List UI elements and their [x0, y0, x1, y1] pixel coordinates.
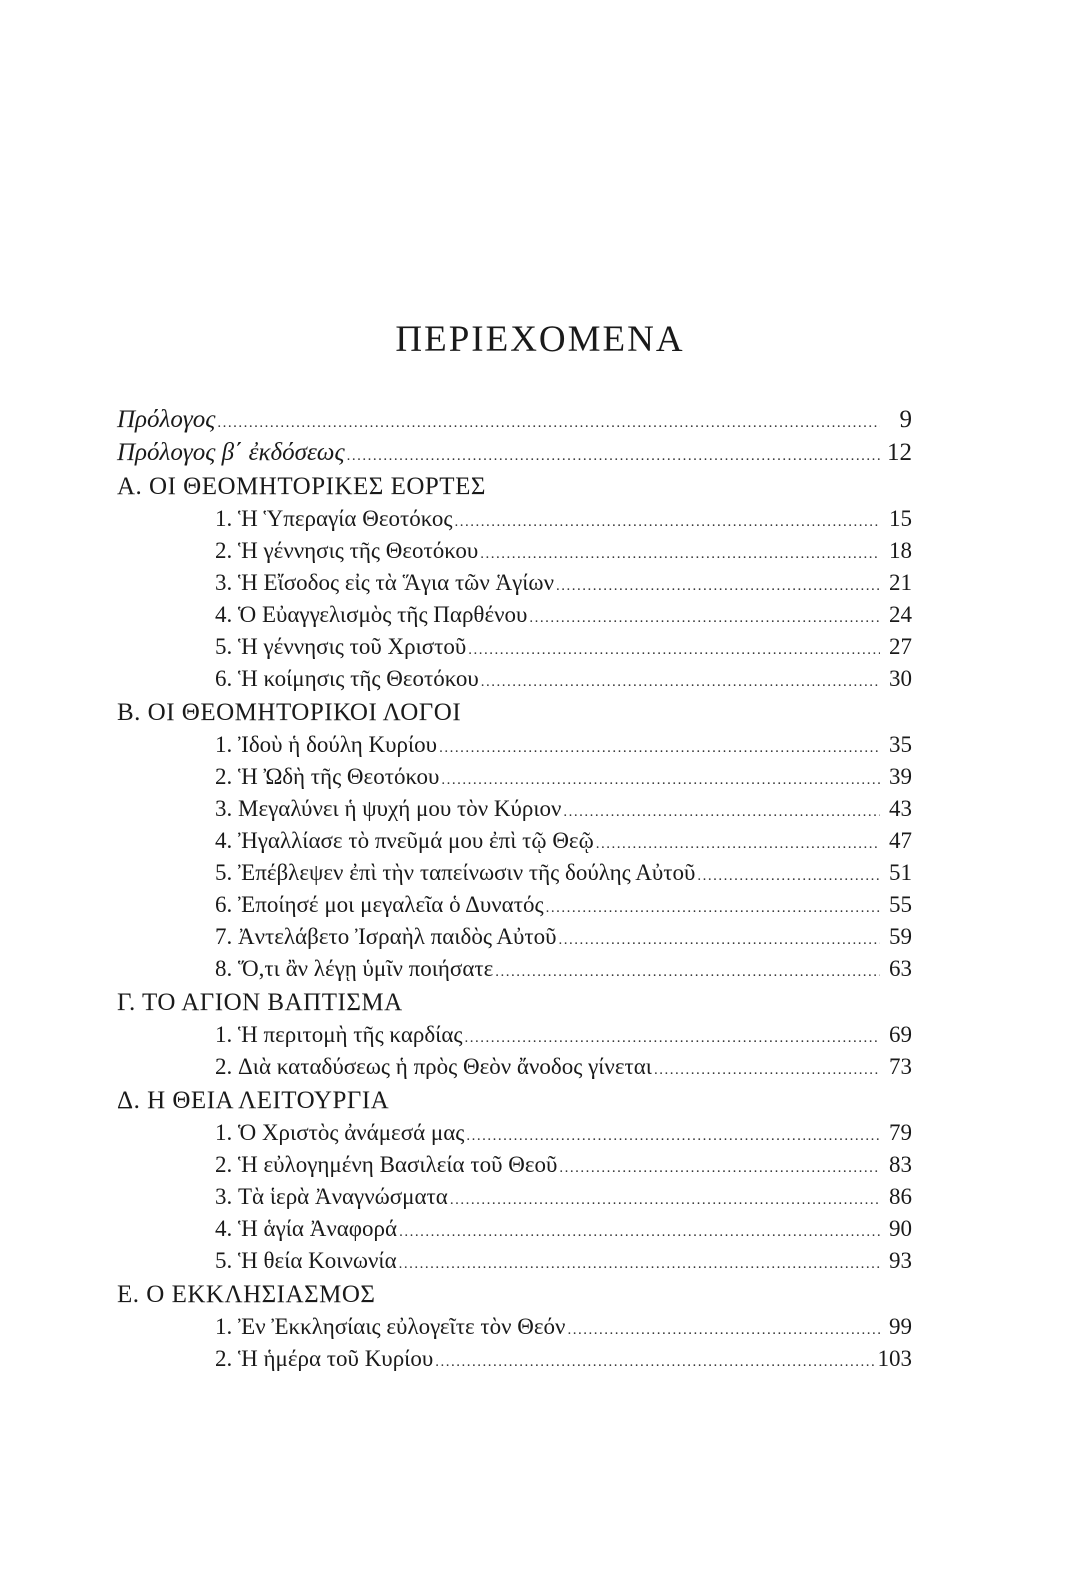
page-number: 12	[887, 439, 912, 466]
dot-leader	[495, 956, 880, 988]
dot-leader	[546, 892, 880, 924]
dot-leader	[399, 1216, 880, 1248]
page-number: 103	[877, 1346, 912, 1371]
page-number: 39	[889, 764, 912, 789]
toc-entry[interactable]	[117, 1149, 912, 1181]
entry-label: Πρόλογος β΄ ἐκδόσεως	[117, 439, 345, 466]
page-number: 63	[889, 956, 912, 981]
page-number: 99	[889, 1314, 912, 1339]
page-number: 18	[889, 538, 912, 563]
dot-leader	[567, 1314, 880, 1346]
entry-label: Ἡ εὐλογημένη Βασιλεία τοῦ Θεοῦ	[238, 1152, 558, 1177]
dot-leader	[399, 1248, 880, 1280]
entry-number: 4.	[215, 1216, 233, 1241]
toc-entry[interactable]	[117, 1213, 912, 1245]
dot-leader	[465, 1022, 880, 1054]
entry-number: 2.	[215, 1346, 233, 1371]
entry-number: 2.	[215, 1152, 233, 1177]
page-number: 27	[889, 634, 912, 659]
dot-leader	[559, 924, 880, 956]
toc-entry[interactable]	[117, 1245, 912, 1277]
dot-leader	[480, 538, 880, 570]
page-number: 9	[899, 406, 912, 433]
entry-number: 4.	[215, 602, 233, 627]
entry-label: Ὅ,τι ἂν λέγῃ ὑμῖν ποιήσατε	[238, 956, 494, 981]
toc-entry[interactable]	[117, 503, 912, 535]
page-title: ΠΕΡΙΕΧΟΜΕΝΑ	[395, 319, 685, 360]
page-number: 51	[889, 860, 912, 885]
dot-leader	[697, 860, 880, 892]
entry-number: 3.	[215, 1184, 233, 1209]
entry-label: Ἀντελάβετο Ἰσραὴλ παιδὸς Αὐτοῦ	[238, 924, 557, 949]
entry-label: Ἐν Ἐκκλησίαις εὐλογεῖτε τὸν Θεόν	[238, 1314, 566, 1339]
entry-number: 6.	[215, 892, 233, 917]
page-number: 59	[889, 924, 912, 949]
entry-number: 3.	[215, 570, 233, 595]
dot-leader	[596, 828, 880, 860]
page-number: 86	[889, 1184, 912, 1209]
entry-label: Ἡ Εἴσοδος εἰς τὰ Ἅγια τῶν Ἁγίων	[238, 570, 554, 595]
entry-label: Ἡ Ὑπεραγία Θεοτόκος	[238, 506, 453, 531]
page-number: 79	[889, 1120, 912, 1145]
entry-number: 2.	[215, 764, 233, 789]
page-number: 55	[889, 892, 912, 917]
entry-number: 1.	[215, 1314, 233, 1339]
section-heading-a[interactable]: Α. ΟΙ ΘΕΟΜΗΤΟΡΙΚΕΣ ΕΟΡΤΕΣ	[117, 473, 486, 500]
dot-leader	[556, 570, 880, 602]
entry-label: Ἡ Ὠδὴ τῆς Θεοτόκου	[238, 764, 440, 789]
page-number: 35	[889, 732, 912, 757]
entry-number: 1.	[215, 732, 233, 757]
toc-entry[interactable]	[117, 663, 912, 695]
entry-label: Ἠγαλλίασε τὸ πνεῦμά μου ἐπὶ τῷ Θεῷ	[238, 828, 594, 853]
toc-entry[interactable]	[117, 599, 912, 631]
entry-label: Ἡ ἡμέρα τοῦ Κυρίου	[238, 1346, 434, 1371]
entry-label: Τὰ ἱερὰ Ἀναγνώσματα	[238, 1184, 448, 1209]
entry-label: Ἡ θεία Κοινωνία	[238, 1248, 397, 1273]
dot-leader	[347, 440, 880, 473]
toc-entry[interactable]	[117, 761, 912, 793]
toc-entry-preface[interactable]	[117, 403, 912, 436]
dot-leader	[481, 666, 880, 698]
entry-label: Διὰ καταδύσεως ἡ πρὸς Θεὸν ἄνοδος γίνεται	[238, 1054, 652, 1079]
page-number: 73	[889, 1054, 912, 1079]
page-number: 43	[889, 796, 912, 821]
toc-entry[interactable]	[117, 953, 912, 985]
dot-leader	[468, 634, 880, 666]
page-number: 24	[889, 602, 912, 627]
entry-label: Ὁ Χριστὸς ἀνάμεσά μας	[238, 1120, 465, 1145]
entry-number: 6.	[215, 666, 233, 691]
entry-label: Ἡ κοίμησις τῆς Θεοτόκου	[238, 666, 479, 691]
entry-number: 2.	[215, 1054, 233, 1079]
toc-entry[interactable]	[117, 729, 912, 761]
toc-entry[interactable]	[117, 1051, 912, 1083]
entry-label: Ἡ ἁγία Ἀναφορά	[238, 1216, 398, 1241]
section-heading-e[interactable]: Ε. Ο ΕΚΚΛΗΣΙΑΣΜΟΣ	[117, 1281, 376, 1308]
entry-number: 5.	[215, 1248, 233, 1273]
entry-number: 1.	[215, 1022, 233, 1047]
toc-entry[interactable]	[117, 921, 912, 953]
entry-number: 2.	[215, 538, 233, 563]
page-number: 69	[889, 1022, 912, 1047]
entry-number: 4.	[215, 828, 233, 853]
dot-leader	[559, 1152, 880, 1184]
entry-label: Ἡ γέννησις τοῦ Χριστοῦ	[238, 634, 467, 659]
page-number: 93	[889, 1248, 912, 1273]
entry-label: Ὁ Εὐαγγελισμὸς τῆς Παρθένου	[238, 602, 528, 627]
entry-number: 3.	[215, 796, 233, 821]
dot-leader	[441, 764, 880, 796]
dot-leader	[450, 1184, 880, 1216]
entry-label: Ἡ γέννησις τῆς Θεοτόκου	[238, 538, 479, 563]
section-heading-b[interactable]: Β. ΟΙ ΘΕΟΜΗΤΟΡΙΚΟΙ ΛΟΓΟΙ	[117, 699, 462, 726]
dot-leader	[654, 1054, 880, 1086]
page-number: 30	[889, 666, 912, 691]
page-number: 21	[889, 570, 912, 595]
section-heading-c[interactable]: Γ. ΤΟ ΑΓΙΟΝ ΒΑΠΤΙΣΜΑ	[117, 989, 403, 1016]
entry-label: Ἰδοὺ ἡ δούλη Κυρίου	[238, 732, 438, 757]
entry-number: 1.	[215, 1120, 233, 1145]
table-of-contents	[117, 403, 912, 1375]
entry-number: 5.	[215, 860, 233, 885]
page-number: 83	[889, 1152, 912, 1177]
entry-number: 7.	[215, 924, 233, 949]
page-number: 47	[889, 828, 912, 853]
toc-entry[interactable]	[117, 1343, 912, 1375]
toc-entry[interactable]	[117, 1019, 912, 1051]
entry-label: Ἐποίησέ μοι μεγαλεῖα ὁ Δυνατός	[238, 892, 544, 917]
page-number: 15	[889, 506, 912, 531]
toc-entry[interactable]	[117, 535, 912, 567]
toc-entry[interactable]	[117, 825, 912, 857]
entry-label: Πρόλογος	[117, 406, 216, 433]
dot-leader	[466, 1120, 880, 1152]
entry-label: Μεγαλύνει ἡ ψυχή μου τὸν Κύριον	[238, 796, 562, 821]
entry-number: 8.	[215, 956, 233, 981]
dot-leader	[439, 732, 880, 764]
toc-entry[interactable]	[117, 857, 912, 889]
page-number: 90	[889, 1216, 912, 1241]
toc-entry-preface-second-edition[interactable]	[117, 436, 912, 469]
dot-leader	[454, 506, 880, 538]
toc-entry[interactable]	[117, 631, 912, 663]
entry-label: Ἐπέβλεψεν ἐπὶ τὴν ταπείνωσιν τῆς δούλης Αὐτοῦ	[238, 860, 696, 885]
toc-entry[interactable]	[117, 1181, 912, 1213]
entry-number: 5.	[215, 634, 233, 659]
dot-leader	[529, 602, 880, 634]
toc-entry[interactable]	[117, 1117, 912, 1149]
entry-number: 1.	[215, 506, 233, 531]
entry-label: Ἡ περιτομὴ τῆς καρδίας	[238, 1022, 463, 1047]
dot-leader	[563, 796, 880, 828]
toc-entry[interactable]	[117, 1311, 912, 1343]
toc-entry[interactable]	[117, 889, 912, 921]
toc-entry[interactable]	[117, 793, 912, 825]
dot-leader	[435, 1346, 873, 1378]
toc-entry[interactable]	[117, 567, 912, 599]
section-heading-d[interactable]: Δ. Η ΘΕΙΑ ΛΕΙΤΟΥΡΓΙΑ	[117, 1087, 390, 1114]
